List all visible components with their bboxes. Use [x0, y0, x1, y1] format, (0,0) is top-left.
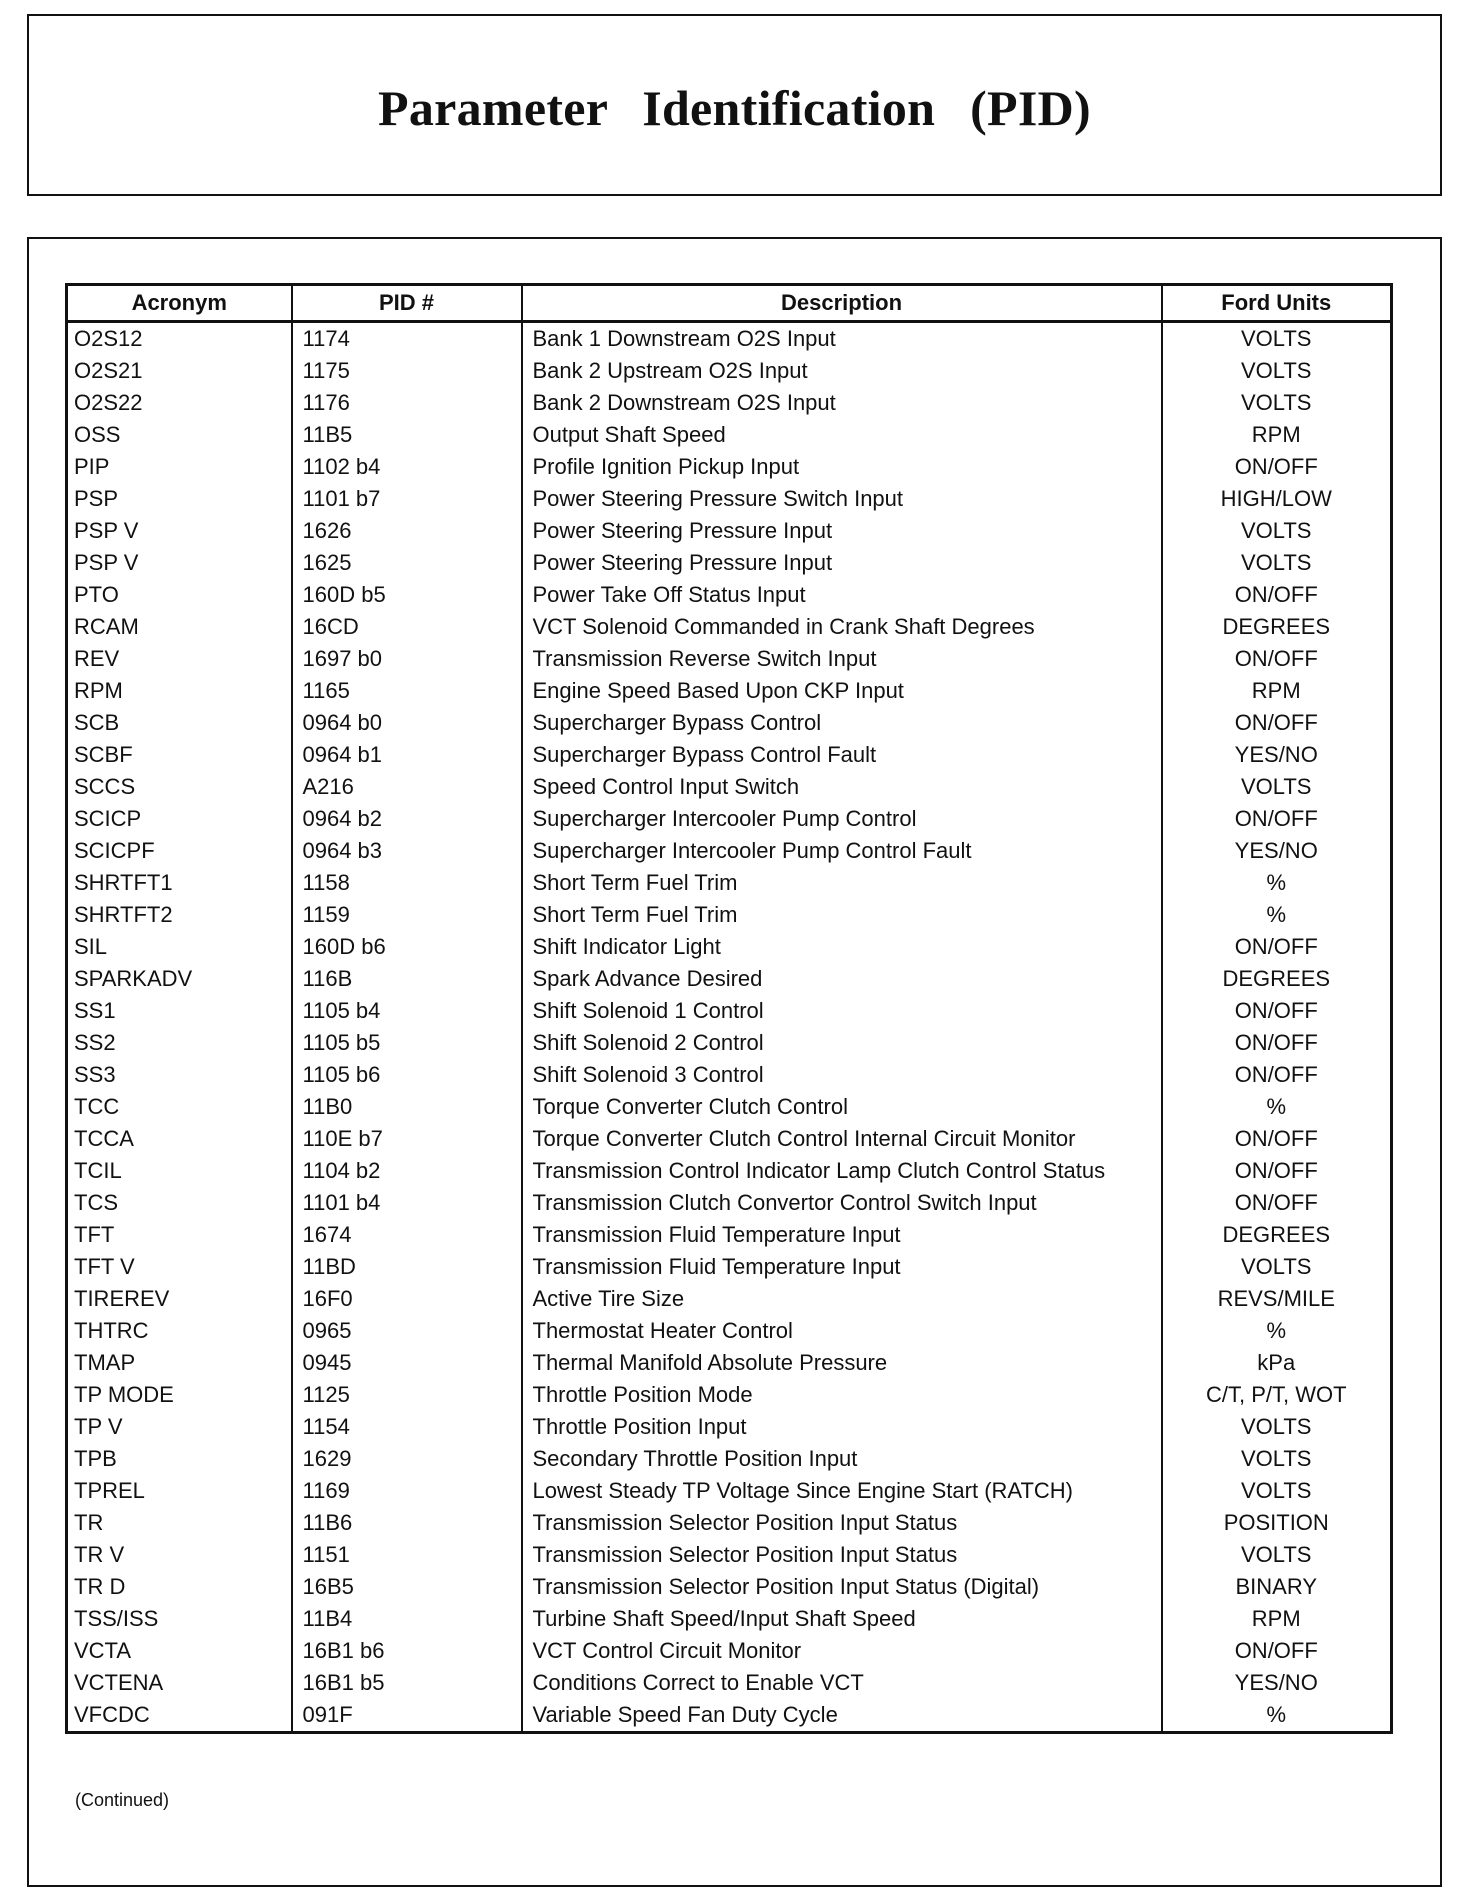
description-cell: Transmission Selector Position Input Status — [522, 1507, 1162, 1539]
table-body — [67, 322, 1392, 1733]
pid-cell: 0964 b1 — [292, 739, 522, 771]
table-row — [67, 355, 1392, 387]
description-cell: Secondary Throttle Position Input — [522, 1443, 1162, 1475]
table-row — [67, 1443, 1392, 1475]
units-cell: ON/OFF — [1162, 1027, 1392, 1059]
pid-cell: 16CD — [292, 611, 522, 643]
pid-cell: 1629 — [292, 1443, 522, 1475]
table-row — [67, 1123, 1392, 1155]
units-cell: VOLTS — [1162, 355, 1392, 387]
acronym-cell: VCTENA — [74, 1670, 164, 1695]
pid-cell: 1176 — [292, 387, 522, 419]
description-cell: Transmission Selector Position Input Status — [522, 1539, 1162, 1571]
acronym-cell: TCC — [74, 1094, 120, 1119]
table-row — [67, 1187, 1392, 1219]
units-cell: REVS/MILE — [1162, 1283, 1392, 1315]
pid-cell: 160D b5 — [292, 579, 522, 611]
acronym-cell: TCS — [74, 1190, 118, 1215]
acronym-cell: SCICPF — [74, 838, 155, 863]
table-row — [67, 451, 1392, 483]
acronym-cell: SCB — [74, 710, 120, 735]
description-cell: Short Term Fuel Trim — [522, 867, 1162, 899]
units-cell: % — [1162, 1699, 1392, 1733]
pid-cell: 1158 — [292, 867, 522, 899]
description-cell: Torque Converter Clutch Control Internal Circuit Monitor — [522, 1123, 1162, 1155]
pid-cell: 11BD — [292, 1251, 522, 1283]
acronym-cell: THTRC — [74, 1318, 149, 1343]
units-cell: RPM — [1162, 1603, 1392, 1635]
table-row — [67, 803, 1392, 835]
description-cell: Bank 2 Downstream O2S Input — [522, 387, 1162, 419]
units-cell: VOLTS — [1162, 322, 1392, 356]
units-cell: DEGREES — [1162, 1219, 1392, 1251]
description-cell: Transmission Reverse Switch Input — [522, 643, 1162, 675]
table-row — [67, 1315, 1392, 1347]
units-cell: VOLTS — [1162, 515, 1392, 547]
column-header-pid: PID # — [292, 285, 522, 322]
pid-cell: 1151 — [292, 1539, 522, 1571]
pid-cell: 1174 — [292, 322, 522, 356]
units-cell: RPM — [1162, 419, 1392, 451]
description-cell: Supercharger Intercooler Pump Control — [522, 803, 1162, 835]
acronym-cell: TFT — [74, 1222, 115, 1247]
units-cell: YES/NO — [1162, 739, 1392, 771]
pid-cell: 1169 — [292, 1475, 522, 1507]
description-cell: Shift Solenoid 1 Control — [522, 995, 1162, 1027]
acronym-cell: REV — [74, 646, 120, 671]
table-header-row — [67, 285, 1392, 322]
acronym-cell: PTO — [74, 582, 119, 607]
acronym-cell: OSS — [74, 422, 121, 447]
description-cell: Torque Converter Clutch Control — [522, 1091, 1162, 1123]
pid-cell: 1165 — [292, 675, 522, 707]
description-cell: Power Steering Pressure Input — [522, 547, 1162, 579]
description-cell: VCT Control Circuit Monitor — [522, 1635, 1162, 1667]
table-row — [67, 515, 1392, 547]
units-cell: VOLTS — [1162, 1475, 1392, 1507]
description-cell: Turbine Shaft Speed/Input Shaft Speed — [522, 1603, 1162, 1635]
acronym-cell: TSS/ISS — [74, 1606, 159, 1631]
pid-cell: 11B4 — [292, 1603, 522, 1635]
units-cell: ON/OFF — [1162, 1059, 1392, 1091]
description-cell: Power Steering Pressure Switch Input — [522, 483, 1162, 515]
units-cell: DEGREES — [1162, 611, 1392, 643]
acronym-cell: VCTA — [74, 1638, 132, 1663]
table-row — [67, 707, 1392, 739]
units-cell: VOLTS — [1162, 1539, 1392, 1571]
acronym-cell: SCCS — [74, 774, 136, 799]
pid-cell: 1175 — [292, 355, 522, 387]
table-row — [67, 1539, 1392, 1571]
content-box — [27, 237, 1442, 1887]
acronym-cell: PIP — [74, 454, 110, 479]
acronym-cell: O2S21 — [74, 358, 143, 383]
table-row — [67, 1091, 1392, 1123]
units-cell: DEGREES — [1162, 963, 1392, 995]
pid-cell: 0965 — [292, 1315, 522, 1347]
table-row — [67, 995, 1392, 1027]
description-cell: Output Shaft Speed — [522, 419, 1162, 451]
table-row — [67, 931, 1392, 963]
acronym-cell: TR V — [74, 1542, 125, 1567]
acronym-cell: TR — [74, 1510, 104, 1535]
acronym-cell: PSP V — [74, 518, 139, 543]
table-row — [67, 771, 1392, 803]
units-cell: RPM — [1162, 675, 1392, 707]
table-row — [67, 963, 1392, 995]
table-row — [67, 835, 1392, 867]
table-row — [67, 1699, 1392, 1733]
units-cell: % — [1162, 867, 1392, 899]
pid-cell: 1674 — [292, 1219, 522, 1251]
table-row — [67, 1027, 1392, 1059]
table-row — [67, 483, 1392, 515]
description-cell: VCT Solenoid Commanded in Crank Shaft Degrees — [522, 611, 1162, 643]
units-cell: BINARY — [1162, 1571, 1392, 1603]
pid-cell: 11B0 — [292, 1091, 522, 1123]
description-cell: Thermostat Heater Control — [522, 1315, 1162, 1347]
pid-cell: 11B6 — [292, 1507, 522, 1539]
pid-cell: 1101 b4 — [292, 1187, 522, 1219]
description-cell: Variable Speed Fan Duty Cycle — [522, 1699, 1162, 1733]
acronym-cell: SHRTFT2 — [74, 902, 173, 927]
description-cell: Bank 1 Downstream O2S Input — [522, 322, 1162, 356]
acronym-cell: SS1 — [74, 998, 116, 1023]
acronym-cell: PSP — [74, 486, 119, 511]
pid-cell: 1154 — [292, 1411, 522, 1443]
units-cell: ON/OFF — [1162, 1123, 1392, 1155]
description-cell: Transmission Fluid Temperature Input — [522, 1219, 1162, 1251]
acronym-cell: SS3 — [74, 1062, 116, 1087]
table-row — [67, 387, 1392, 419]
table-row — [67, 1571, 1392, 1603]
description-cell: Engine Speed Based Upon CKP Input — [522, 675, 1162, 707]
table-row — [67, 1411, 1392, 1443]
table-row — [67, 1635, 1392, 1667]
units-cell: VOLTS — [1162, 771, 1392, 803]
units-cell: VOLTS — [1162, 387, 1392, 419]
units-cell: VOLTS — [1162, 1251, 1392, 1283]
units-cell: ON/OFF — [1162, 995, 1392, 1027]
pid-cell: 110E b7 — [292, 1123, 522, 1155]
pid-cell: 0964 b0 — [292, 707, 522, 739]
units-cell: % — [1162, 1315, 1392, 1347]
acronym-cell: RCAM — [74, 614, 139, 639]
pid-cell: 16B1 b6 — [292, 1635, 522, 1667]
description-cell: Transmission Control Indicator Lamp Clutch Control Status — [522, 1155, 1162, 1187]
units-cell: % — [1162, 1091, 1392, 1123]
pid-cell: 1105 b5 — [292, 1027, 522, 1059]
description-cell: Short Term Fuel Trim — [522, 899, 1162, 931]
description-cell: Lowest Steady TP Voltage Since Engine Start (RATCH) — [522, 1475, 1162, 1507]
pid-cell: 1125 — [292, 1379, 522, 1411]
description-cell: Throttle Position Input — [522, 1411, 1162, 1443]
acronym-cell: RPM — [74, 678, 123, 703]
pid-cell: 16B1 b5 — [292, 1667, 522, 1699]
description-cell: Spark Advance Desired — [522, 963, 1162, 995]
continued-note: (Continued) — [75, 1790, 170, 1810]
units-cell: YES/NO — [1162, 835, 1392, 867]
units-cell: kPa — [1162, 1347, 1392, 1379]
pid-cell: A216 — [292, 771, 522, 803]
acronym-cell: VFCDC — [74, 1702, 150, 1727]
units-cell: ON/OFF — [1162, 931, 1392, 963]
description-cell: Transmission Clutch Convertor Control Switch Input — [522, 1187, 1162, 1219]
table-row — [67, 322, 1392, 356]
acronym-cell: SIL — [74, 934, 108, 959]
description-cell: Transmission Fluid Temperature Input — [522, 1251, 1162, 1283]
table-row — [67, 1059, 1392, 1091]
description-cell: Supercharger Intercooler Pump Control Fault — [522, 835, 1162, 867]
pid-table — [65, 283, 1393, 1734]
table-row — [67, 643, 1392, 675]
units-cell: VOLTS — [1162, 547, 1392, 579]
pid-cell: 1101 b7 — [292, 483, 522, 515]
title-box — [27, 14, 1442, 196]
table-row — [67, 1347, 1392, 1379]
acronym-cell: TPB — [74, 1446, 117, 1471]
acronym-cell: SCICP — [74, 806, 142, 831]
table-row — [67, 1475, 1392, 1507]
table-row — [67, 1155, 1392, 1187]
pid-cell: 1625 — [292, 547, 522, 579]
description-cell: Transmission Selector Position Input Status (Digital) — [522, 1571, 1162, 1603]
pid-cell: 11B5 — [292, 419, 522, 451]
acronym-cell: O2S22 — [74, 390, 143, 415]
table-row — [67, 419, 1392, 451]
acronym-cell: TR D — [74, 1574, 126, 1599]
description-cell: Shift Indicator Light — [522, 931, 1162, 963]
pid-cell: 091F — [292, 1699, 522, 1733]
units-cell: ON/OFF — [1162, 803, 1392, 835]
description-cell: Supercharger Bypass Control Fault — [522, 739, 1162, 771]
table-row — [67, 1507, 1392, 1539]
acronym-cell: SCBF — [74, 742, 133, 767]
pid-cell: 1104 b2 — [292, 1155, 522, 1187]
acronym-cell: SHRTFT1 — [74, 870, 173, 895]
acronym-cell: SS2 — [74, 1030, 116, 1055]
units-cell: ON/OFF — [1162, 1635, 1392, 1667]
page-title: Parameter Identification (PID) — [377, 80, 1091, 136]
description-cell: Shift Solenoid 3 Control — [522, 1059, 1162, 1091]
pid-cell: 16F0 — [292, 1283, 522, 1315]
acronym-cell: TIREREV — [74, 1286, 170, 1311]
description-cell: Speed Control Input Switch — [522, 771, 1162, 803]
units-cell: ON/OFF — [1162, 451, 1392, 483]
description-cell: Thermal Manifold Absolute Pressure — [522, 1347, 1162, 1379]
pid-cell: 1102 b4 — [292, 451, 522, 483]
units-cell: VOLTS — [1162, 1443, 1392, 1475]
column-header-ford-units: Ford Units — [1162, 285, 1392, 322]
acronym-cell: TP MODE — [74, 1382, 174, 1407]
units-cell: YES/NO — [1162, 1667, 1392, 1699]
pid-cell: 0945 — [292, 1347, 522, 1379]
units-cell: ON/OFF — [1162, 1187, 1392, 1219]
description-cell: Throttle Position Mode — [522, 1379, 1162, 1411]
table-row — [67, 1219, 1392, 1251]
table-row — [67, 1603, 1392, 1635]
acronym-cell: TCCA — [74, 1126, 134, 1151]
description-cell: Conditions Correct to Enable VCT — [522, 1667, 1162, 1699]
description-cell: Supercharger Bypass Control — [522, 707, 1162, 739]
description-cell: Power Take Off Status Input — [522, 579, 1162, 611]
units-cell: VOLTS — [1162, 1411, 1392, 1443]
acronym-cell: TFT V — [74, 1254, 135, 1279]
pid-cell: 116B — [292, 963, 522, 995]
table-row — [67, 867, 1392, 899]
pid-cell: 0964 b2 — [292, 803, 522, 835]
acronym-cell: SPARKADV — [74, 966, 193, 991]
units-cell: HIGH/LOW — [1162, 483, 1392, 515]
acronym-cell: PSP V — [74, 550, 139, 575]
table-row — [67, 675, 1392, 707]
units-cell: ON/OFF — [1162, 1155, 1392, 1187]
units-cell: POSITION — [1162, 1507, 1392, 1539]
pid-cell: 0964 b3 — [292, 835, 522, 867]
table-row — [67, 739, 1392, 771]
units-cell: C/T, P/T, WOT — [1162, 1379, 1392, 1411]
units-cell: ON/OFF — [1162, 643, 1392, 675]
pid-cell: 1105 b6 — [292, 1059, 522, 1091]
units-cell: % — [1162, 899, 1392, 931]
column-header-description: Description — [522, 285, 1162, 322]
pid-cell: 1159 — [292, 899, 522, 931]
units-cell: ON/OFF — [1162, 579, 1392, 611]
acronym-cell: TPREL — [74, 1478, 145, 1503]
pid-cell: 1626 — [292, 515, 522, 547]
table-row — [67, 611, 1392, 643]
acronym-cell: TMAP — [74, 1350, 136, 1375]
table-row — [67, 1667, 1392, 1699]
pid-cell: 16B5 — [292, 1571, 522, 1603]
column-header-acronym: Acronym — [67, 285, 292, 322]
pid-cell: 160D b6 — [292, 931, 522, 963]
units-cell: ON/OFF — [1162, 707, 1392, 739]
description-cell: Shift Solenoid 2 Control — [522, 1027, 1162, 1059]
description-cell: Bank 2 Upstream O2S Input — [522, 355, 1162, 387]
pid-cell: 1105 b4 — [292, 995, 522, 1027]
table-row — [67, 899, 1392, 931]
table-row — [67, 1251, 1392, 1283]
pid-cell: 1697 b0 — [292, 643, 522, 675]
table-row — [67, 579, 1392, 611]
description-cell: Profile Ignition Pickup Input — [522, 451, 1162, 483]
acronym-cell: O2S12 — [74, 326, 143, 351]
table-row — [67, 1379, 1392, 1411]
description-cell: Power Steering Pressure Input — [522, 515, 1162, 547]
description-cell: Active Tire Size — [522, 1283, 1162, 1315]
table-row — [67, 1283, 1392, 1315]
acronym-cell: TCIL — [74, 1158, 122, 1183]
table-row — [67, 547, 1392, 579]
acronym-cell: TP V — [74, 1414, 123, 1439]
